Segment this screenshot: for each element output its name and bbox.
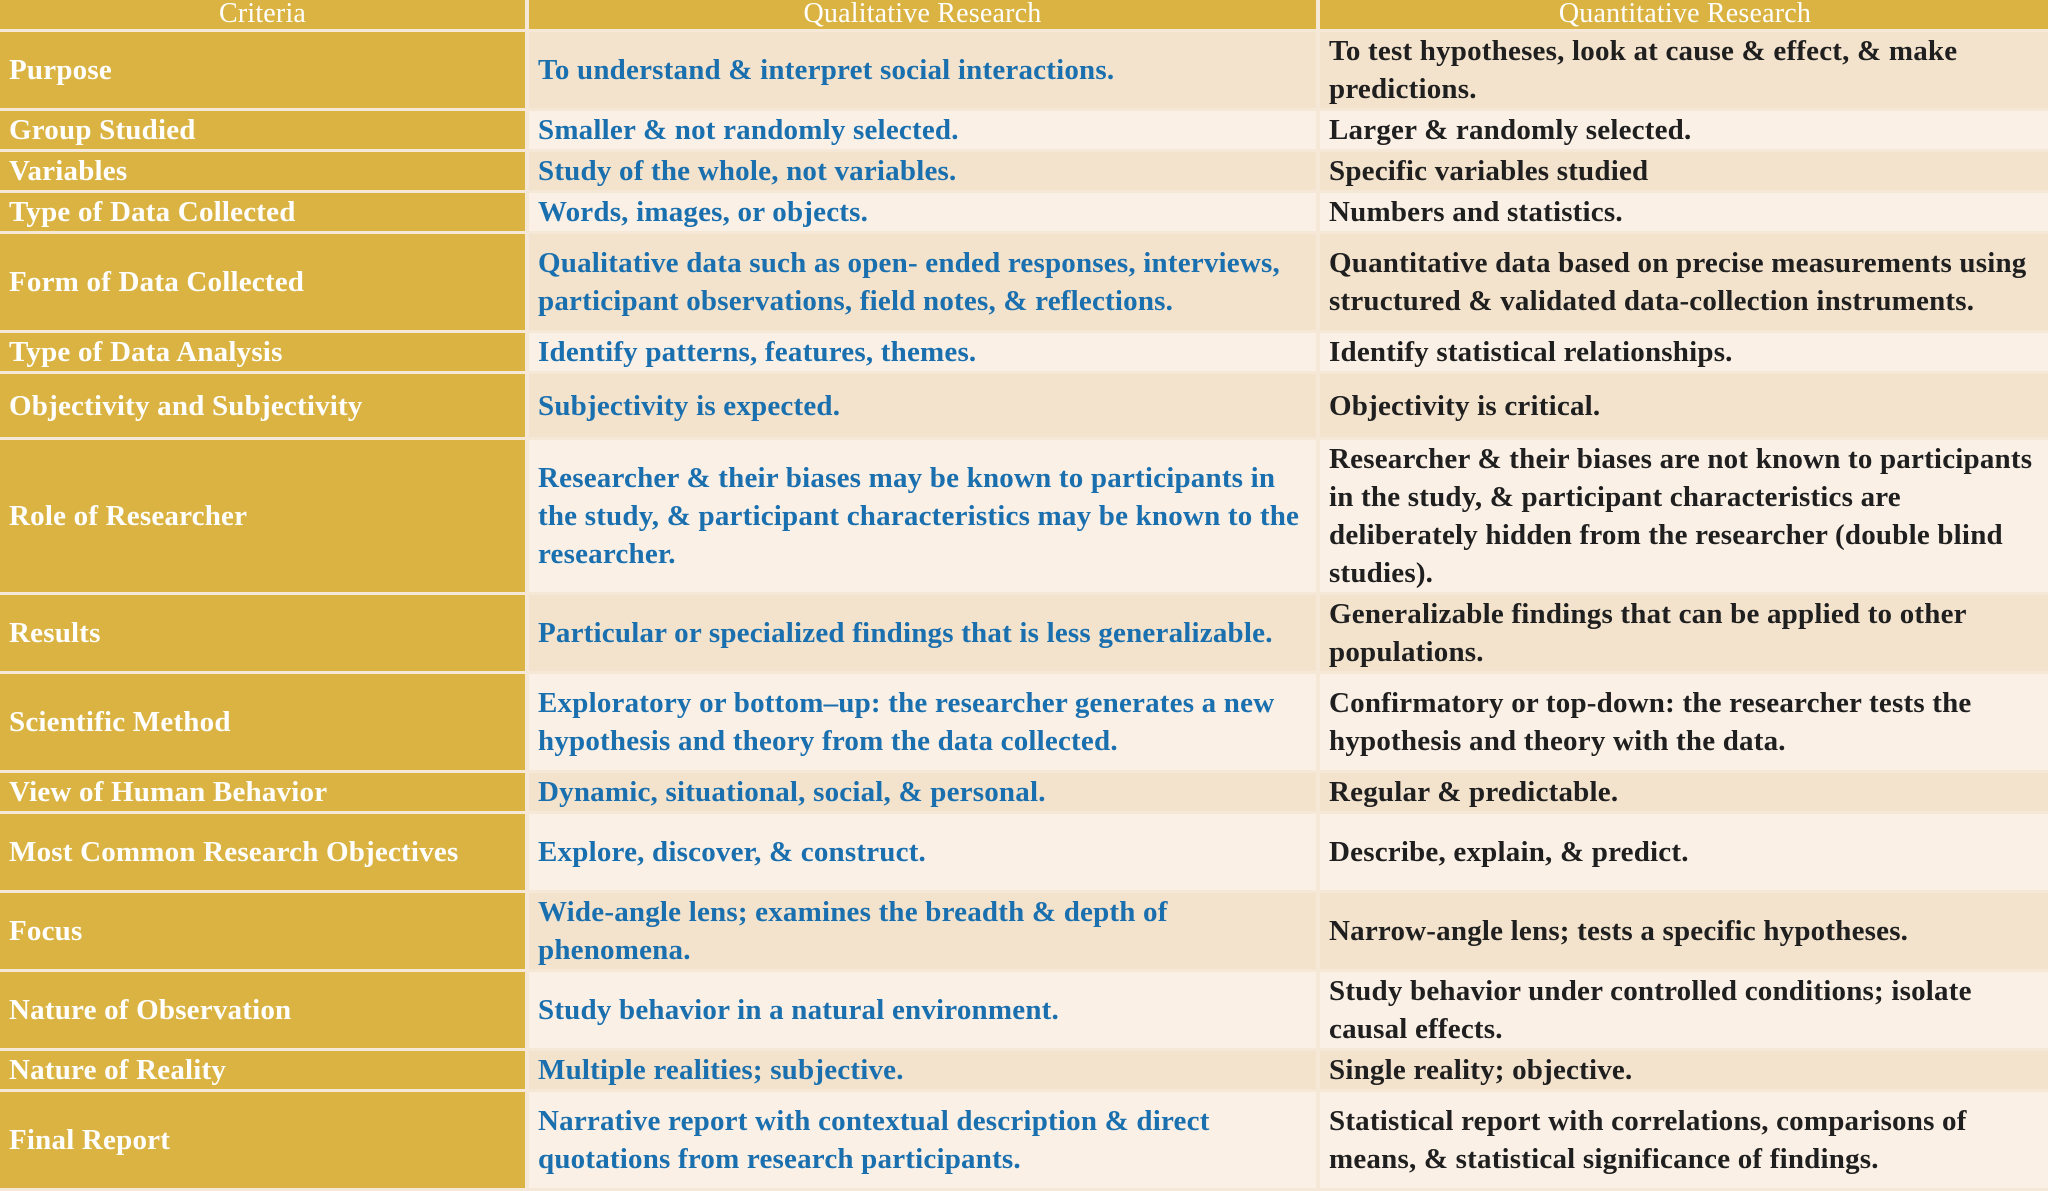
table-row — [0, 773, 2048, 811]
quantitative-cell: Objectivity is critical. — [1320, 374, 2048, 437]
criteria-cell: Group Studied — [0, 111, 525, 149]
quantitative-cell: Single reality; objective. — [1320, 1051, 2048, 1089]
criteria-cell: Scientific Method — [0, 674, 525, 770]
table-row — [0, 234, 2048, 330]
criteria-cell: Objectivity and Subjectivity — [0, 374, 525, 437]
qualitative-cell: Identify patterns, features, themes. — [529, 333, 1316, 371]
criteria-cell: Focus — [0, 893, 525, 969]
table-row — [0, 32, 2048, 108]
qualitative-cell: Qualitative data such as open- ended responses, interviews, participant observations, field notes, & reflections. — [529, 234, 1316, 330]
table-row — [0, 440, 2048, 592]
quantitative-cell: Statistical report with correlations, comparisons of means, & statistical significance of findings. — [1320, 1092, 2048, 1188]
quantitative-cell: Generalizable findings that can be applied to other populations. — [1320, 595, 2048, 671]
qualitative-cell: Wide-angle lens; examines the breadth & depth of phenomena. — [529, 893, 1316, 969]
quantitative-cell: Quantitative data based on precise measurements using structured & validated data-collection instruments. — [1320, 234, 2048, 330]
qualitative-cell: Study behavior in a natural environment. — [529, 972, 1316, 1048]
table-row — [0, 152, 2048, 190]
qualitative-cell: To understand & interpret social interactions. — [529, 32, 1316, 108]
quantitative-cell: Regular & predictable. — [1320, 773, 2048, 811]
qualitative-cell: Study of the whole, not variables. — [529, 152, 1316, 190]
table-row — [0, 374, 2048, 437]
criteria-cell: Nature of Observation — [0, 972, 525, 1048]
qualitative-cell: Researcher & their biases may be known to participants in the study, & participant characteristics may be known to the researcher. — [529, 440, 1316, 592]
quantitative-cell: Confirmatory or top-down: the researcher tests the hypothesis and theory with the data. — [1320, 674, 2048, 770]
header-row — [0, 0, 2048, 29]
criteria-cell: Variables — [0, 152, 525, 190]
quantitative-cell: Identify statistical relationships. — [1320, 333, 2048, 371]
qualitative-cell: Multiple realities; subjective. — [529, 1051, 1316, 1089]
quantitative-cell: Specific variables studied — [1320, 152, 2048, 190]
table-row — [0, 333, 2048, 371]
table-row — [0, 674, 2048, 770]
table-row — [0, 814, 2048, 890]
criteria-cell: Nature of Reality — [0, 1051, 525, 1089]
table-row — [0, 111, 2048, 149]
quantitative-cell: Study behavior under controlled conditions; isolate causal effects. — [1320, 972, 2048, 1048]
table-row — [0, 972, 2048, 1048]
quantitative-cell: To test hypotheses, look at cause & effect, & make predictions. — [1320, 32, 2048, 108]
criteria-cell: Type of Data Collected — [0, 193, 525, 231]
header-qualitative: Qualitative Research — [529, 0, 1316, 29]
quantitative-cell: Numbers and statistics. — [1320, 193, 2048, 231]
table-row — [0, 893, 2048, 969]
table-row — [0, 1051, 2048, 1089]
quantitative-cell: Researcher & their biases are not known to participants in the study, & participant characteristics are deliberately hidden from the researcher (double blind studies). — [1320, 440, 2048, 592]
criteria-cell: View of Human Behavior — [0, 773, 525, 811]
header-criteria: Criteria — [0, 0, 525, 29]
qualitative-cell: Subjectivity is expected. — [529, 374, 1316, 437]
qualitative-cell: Particular or specialized findings that is less generalizable. — [529, 595, 1316, 671]
criteria-cell: Final Report — [0, 1092, 525, 1188]
criteria-cell: Purpose — [0, 32, 525, 108]
header-quantitative: Quantitative Research — [1320, 0, 2048, 29]
criteria-cell: Most Common Research Objectives — [0, 814, 525, 890]
table-row — [0, 1092, 2048, 1188]
qualitative-cell: Dynamic, situational, social, & personal. — [529, 773, 1316, 811]
qualitative-cell: Explore, discover, & construct. — [529, 814, 1316, 890]
criteria-cell: Role of Researcher — [0, 440, 525, 592]
quantitative-cell: Narrow-angle lens; tests a specific hypotheses. — [1320, 893, 2048, 969]
criteria-cell: Results — [0, 595, 525, 671]
qualitative-cell: Smaller & not randomly selected. — [529, 111, 1316, 149]
criteria-cell: Type of Data Analysis — [0, 333, 525, 371]
table-row — [0, 595, 2048, 671]
qualitative-cell: Exploratory or bottom–up: the researcher generates a new hypothesis and theory from the data collected. — [529, 674, 1316, 770]
qualitative-cell: Words, images, or objects. — [529, 193, 1316, 231]
quantitative-cell: Larger & randomly selected. — [1320, 111, 2048, 149]
qualitative-cell: Narrative report with contextual description & direct quotations from research participants. — [529, 1092, 1316, 1188]
table-row — [0, 193, 2048, 231]
criteria-cell: Form of Data Collected — [0, 234, 525, 330]
quantitative-cell: Describe, explain, & predict. — [1320, 814, 2048, 890]
